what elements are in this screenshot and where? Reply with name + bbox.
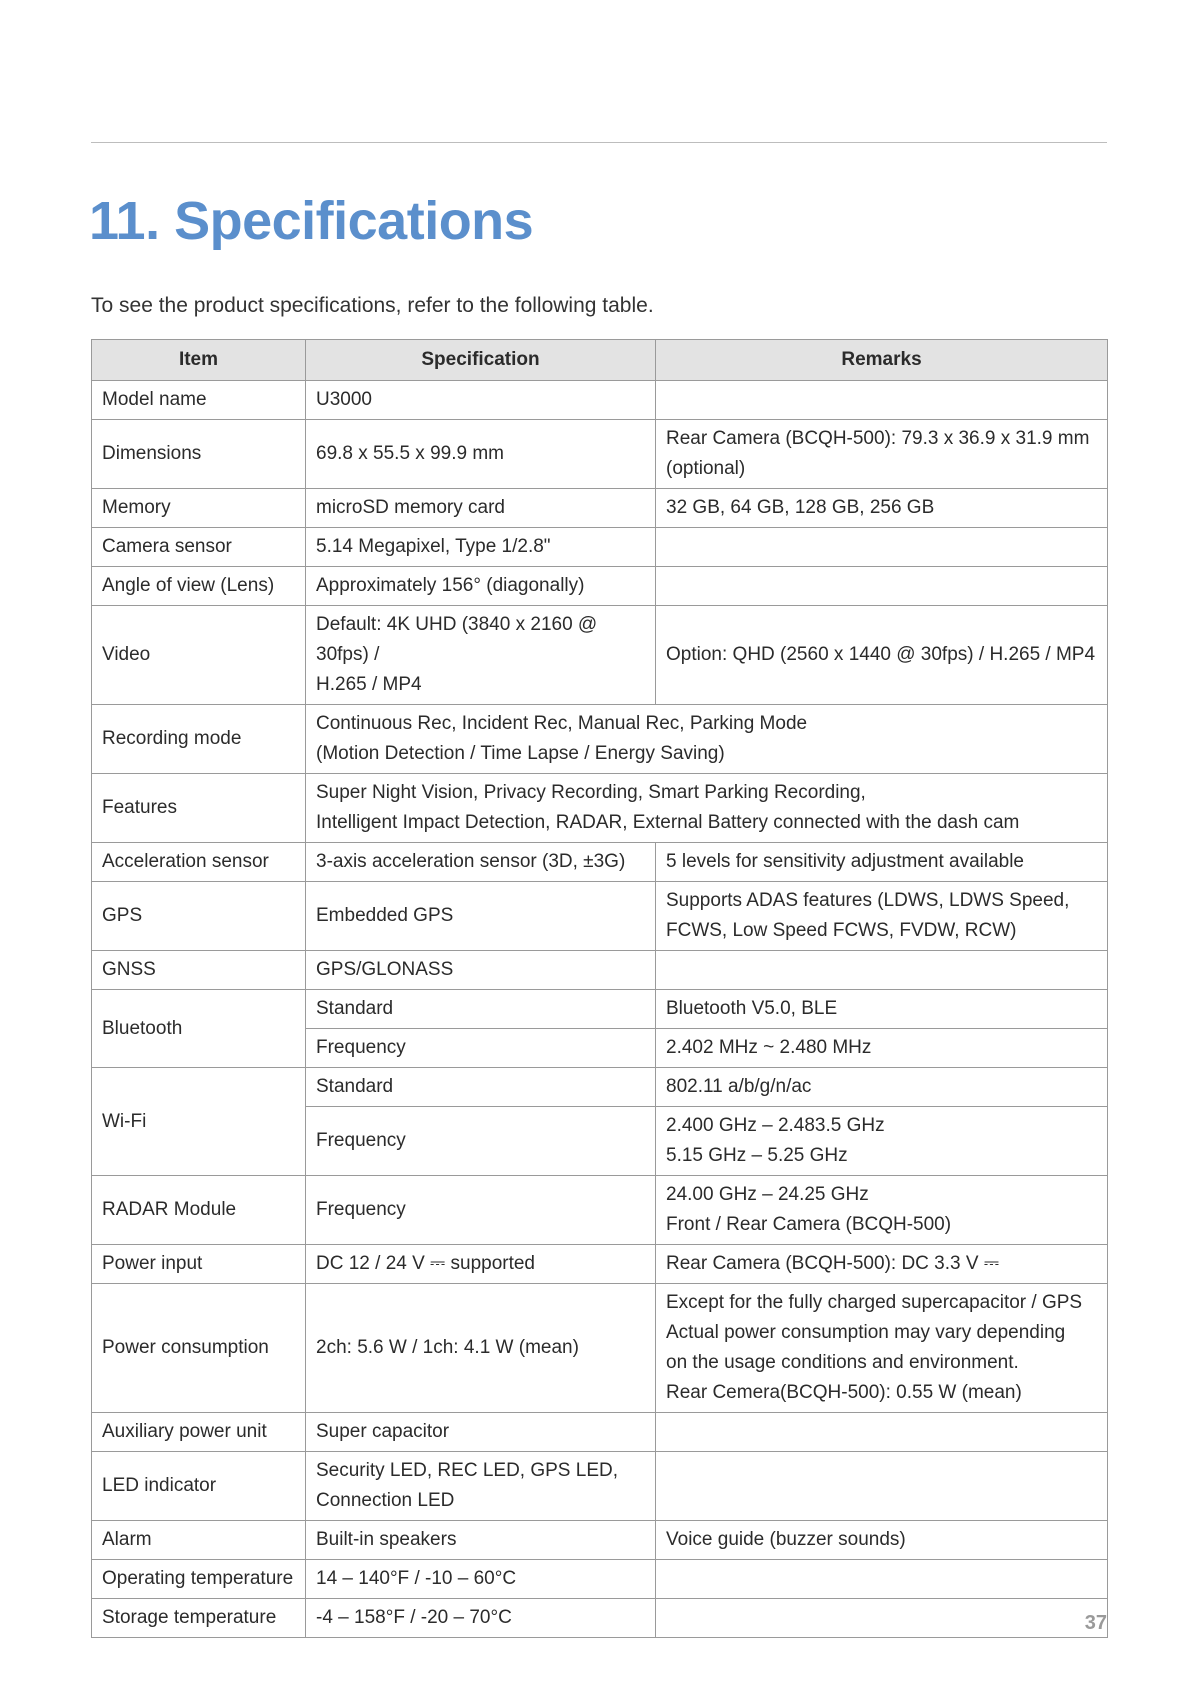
table-header-row: [92, 340, 1108, 381]
item-cell: Bluetooth: [92, 990, 306, 1068]
spec-cell: [306, 705, 1108, 774]
table-row: [92, 990, 1108, 1029]
table-row: [92, 1245, 1108, 1284]
spec-line: Super Night Vision, Privacy Recording, Smart Parking Recording,: [316, 782, 866, 803]
item-cell: GPS: [92, 882, 306, 951]
item-cell: Wi-Fi: [92, 1068, 306, 1176]
spec-line: (Motion Detection / Time Lapse / Energy Saving): [316, 743, 725, 764]
item-cell: Power consumption: [92, 1284, 306, 1413]
spec-line: Intelligent Impact Detection, RADAR, External Battery connected with the dash cam: [316, 812, 1020, 833]
item-cell: Dimensions: [92, 420, 306, 489]
table-row: [92, 843, 1108, 882]
table-row: [92, 882, 1108, 951]
spec-cell: 3-axis acceleration sensor (3D, ±3G): [306, 843, 656, 882]
remarks-cell: Rear Camera (BCQH-500): DC 3.3 V ⎓: [656, 1245, 1108, 1284]
spec-cell: Embedded GPS: [306, 882, 656, 951]
spec-cell: DC 12 / 24 V ⎓ supported: [306, 1245, 656, 1284]
remarks-cell: 802.11 a/b/g/n/ac: [656, 1068, 1108, 1107]
remarks-line: Rear Camera (BCQH-500): 79.3 x 36.9 x 31.9 mm: [666, 428, 1090, 449]
item-cell: Features: [92, 774, 306, 843]
remarks-line: Rear Cemera(BCQH-500): 0.55 W (mean): [666, 1382, 1022, 1403]
remarks-cell: [656, 1107, 1108, 1176]
spec-line: Security LED, REC LED, GPS LED,: [316, 1460, 618, 1481]
remarks-cell: [656, 1452, 1108, 1521]
header-specification: Specification: [306, 340, 656, 381]
item-cell: Storage temperature: [92, 1599, 306, 1638]
spec-cell: Approximately 156° (diagonally): [306, 567, 656, 606]
spec-line: Connection LED: [316, 1490, 455, 1511]
spec-cell: -4 – 158°F / -20 – 70°C: [306, 1599, 656, 1638]
spec-cell: Frequency: [306, 1107, 656, 1176]
remarks-cell: Bluetooth V5.0, BLE: [656, 990, 1108, 1029]
header-item: Item: [92, 340, 306, 381]
spec-cell: 69.8 x 55.5 x 99.9 mm: [306, 420, 656, 489]
spec-cell: Super capacitor: [306, 1413, 656, 1452]
spec-cell: GPS/GLONASS: [306, 951, 656, 990]
remarks-cell: [656, 1599, 1108, 1638]
table-row: [92, 1176, 1108, 1245]
item-cell: GNSS: [92, 951, 306, 990]
spec-cell: Frequency: [306, 1176, 656, 1245]
table-row: [92, 567, 1108, 606]
table-row: [92, 381, 1108, 420]
spec-cell: 2ch: 5.6 W / 1ch: 4.1 W (mean): [306, 1284, 656, 1413]
table-row: [92, 1521, 1108, 1560]
spec-cell: Standard: [306, 990, 656, 1029]
table-row: [92, 1452, 1108, 1521]
table-row: [92, 489, 1108, 528]
remarks-cell: 32 GB, 64 GB, 128 GB, 256 GB: [656, 489, 1108, 528]
spec-cell: Built-in speakers: [306, 1521, 656, 1560]
item-cell: Operating temperature: [92, 1560, 306, 1599]
remarks-line: on the usage conditions and environment.: [666, 1352, 1019, 1373]
remarks-cell: [656, 381, 1108, 420]
spec-line: Default: 4K UHD (3840 x 2160 @ 30fps) /: [316, 614, 598, 665]
spec-cell: 5.14 Megapixel, Type 1/2.8": [306, 528, 656, 567]
intro-text: To see the product specifications, refer to the following table.: [91, 294, 654, 317]
remarks-cell: [656, 1413, 1108, 1452]
spec-cell: [306, 1452, 656, 1521]
table-row: [92, 1599, 1108, 1638]
remarks-cell: [656, 1176, 1108, 1245]
spec-cell: U3000: [306, 381, 656, 420]
spec-cell: microSD memory card: [306, 489, 656, 528]
table-row: [92, 705, 1108, 774]
remarks-cell: 5 levels for sensitivity adjustment available: [656, 843, 1108, 882]
item-cell: Recording mode: [92, 705, 306, 774]
remarks-line: Supports ADAS features (LDWS, LDWS Speed,: [666, 890, 1070, 911]
item-cell: LED indicator: [92, 1452, 306, 1521]
specifications-table: [91, 339, 1108, 1638]
page-number: 37: [1084, 1612, 1107, 1634]
remarks-cell: [656, 1560, 1108, 1599]
remarks-cell: Voice guide (buzzer sounds): [656, 1521, 1108, 1560]
table-row: [92, 1413, 1108, 1452]
remarks-line: Actual power consumption may vary depending: [666, 1322, 1066, 1343]
spec-line: H.265 / MP4: [316, 674, 422, 695]
remarks-cell: [656, 882, 1108, 951]
item-cell: Model name: [92, 381, 306, 420]
item-cell: Video: [92, 606, 306, 705]
page-title: 11. Specifications: [89, 191, 534, 251]
item-cell: RADAR Module: [92, 1176, 306, 1245]
remarks-line: 2.400 GHz – 2.483.5 GHz: [666, 1115, 885, 1136]
remarks-cell: [656, 420, 1108, 489]
spec-cell: [306, 774, 1108, 843]
spec-cell: 14 – 140°F / -10 – 60°C: [306, 1560, 656, 1599]
top-divider: [91, 142, 1107, 143]
table-row: [92, 1284, 1108, 1413]
remarks-cell: [656, 1284, 1108, 1413]
remarks-cell: [656, 528, 1108, 567]
table-row: [92, 528, 1108, 567]
remarks-line: Front / Rear Camera (BCQH-500): [666, 1214, 952, 1235]
item-cell: Camera sensor: [92, 528, 306, 567]
item-cell: Alarm: [92, 1521, 306, 1560]
table-row: [92, 420, 1108, 489]
spec-cell: Standard: [306, 1068, 656, 1107]
remarks-cell: 2.402 MHz ~ 2.480 MHz: [656, 1029, 1108, 1068]
remarks-line: FCWS, Low Speed FCWS, FVDW, RCW): [666, 920, 1017, 941]
table-row: [92, 1068, 1108, 1107]
remarks-cell: Option: QHD (2560 x 1440 @ 30fps) / H.265 / MP4: [656, 606, 1108, 705]
remarks-line: (optional): [666, 458, 746, 479]
spec-line: Continuous Rec, Incident Rec, Manual Rec, Parking Mode: [316, 713, 808, 734]
item-cell: Power input: [92, 1245, 306, 1284]
item-cell: Acceleration sensor: [92, 843, 306, 882]
remarks-line: Except for the fully charged supercapacitor / GPS: [666, 1292, 1083, 1313]
remarks-line: 5.15 GHz – 5.25 GHz: [666, 1145, 848, 1166]
header-remarks: Remarks: [656, 340, 1108, 381]
table-row: [92, 1560, 1108, 1599]
remarks-line: 24.00 GHz – 24.25 GHz: [666, 1184, 869, 1205]
table-row: [92, 774, 1108, 843]
spec-cell: Frequency: [306, 1029, 656, 1068]
remarks-cell: [656, 567, 1108, 606]
table-row: [92, 606, 1108, 705]
spec-cell: [306, 606, 656, 705]
item-cell: Auxiliary power unit: [92, 1413, 306, 1452]
item-cell: Angle of view (Lens): [92, 567, 306, 606]
remarks-cell: [656, 951, 1108, 990]
item-cell: Memory: [92, 489, 306, 528]
table-row: [92, 951, 1108, 990]
